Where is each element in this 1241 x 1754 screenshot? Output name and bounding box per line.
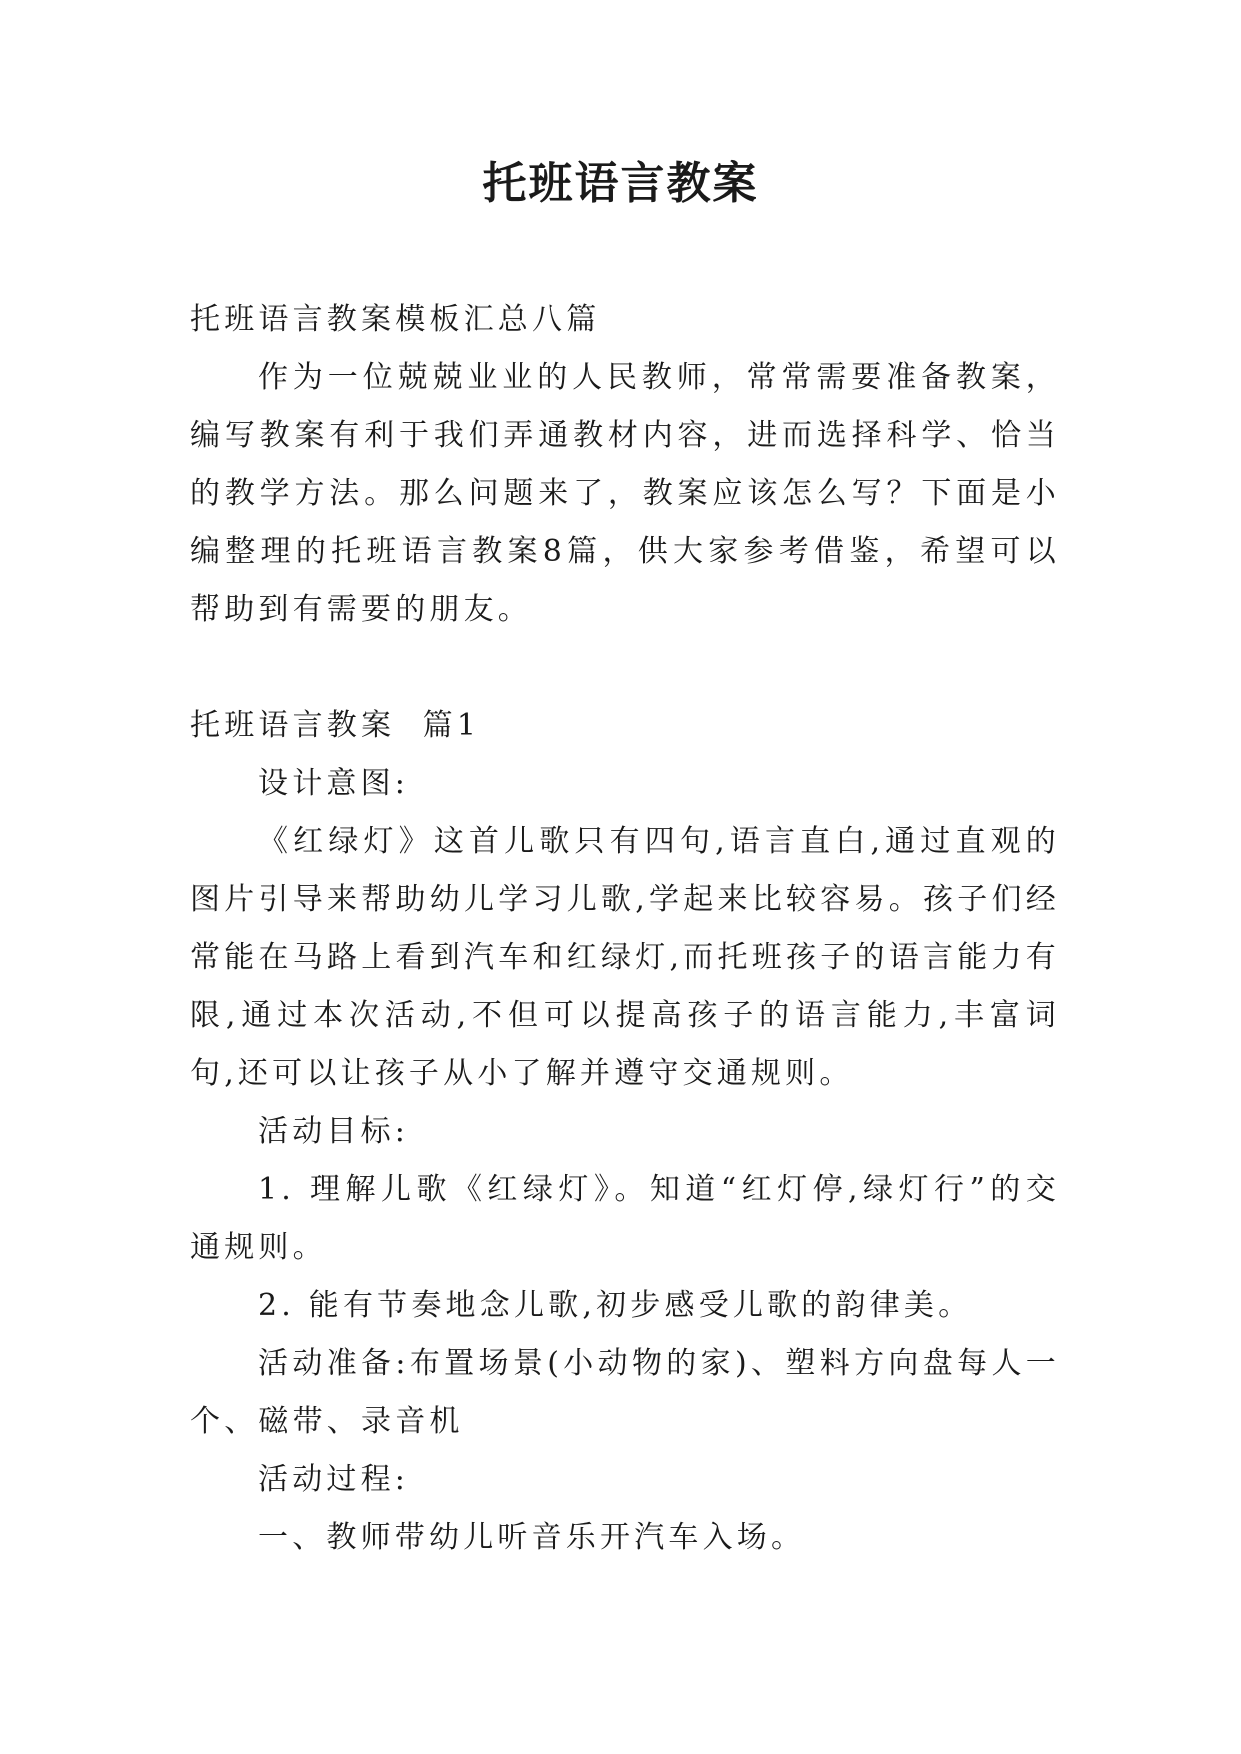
section-heading: 托班语言教案 篇1 xyxy=(190,708,481,743)
process-label: 活动过程: xyxy=(258,1462,410,1497)
goal-item-2: 2. 能有节奏地念儿歌,初步感受儿歌的韵律美。 xyxy=(258,1288,973,1323)
design-intent-paragraph: 《红绿灯》这首儿歌只有四句,语言直白,通过直观的图片引导来帮助幼儿学习儿歌,学起来比较容易。孩子们经常能在马路上看到汽车和红绿灯,而托班孩子的语言能力有限,通过本次活动,不但可以提高孩子的语言能力,丰富词句,还可以让孩子从小了解并遵守交通规则。 xyxy=(190,824,1060,1091)
preparation-paragraph: 活动准备:布置场景(小动物的家)、塑料方向盘每人一个、磁带、录音机 xyxy=(190,1346,1060,1439)
goals-label: 活动目标: xyxy=(258,1114,410,1149)
paragraph-spacer xyxy=(190,639,1060,697)
goal-item-1: 1. 理解儿歌《红绿灯》。知道“红灯停,绿灯行”的交通规则。 xyxy=(190,1172,1060,1265)
intro-paragraph: 作为一位兢兢业业的人民教师，常常需要准备教案，编写教案有利于我们弄通教材内容，进而选择科学、恰当的教学方法。那么问题来了，教案应该怎么写？下面是小编整理的托班语言教案8篇，供大家参考借鉴，希望可以帮助到有需要的朋友。 xyxy=(190,360,1060,627)
document-subtitle: 托班语言教案模板汇总八篇 xyxy=(190,302,601,337)
document-title: 托班语言教案 xyxy=(482,158,759,209)
process-step-1: 一、教师带幼儿听音乐开汽车入场。 xyxy=(258,1520,806,1555)
design-intent-label: 设计意图: xyxy=(258,766,410,801)
document-body xyxy=(190,291,1060,1567)
